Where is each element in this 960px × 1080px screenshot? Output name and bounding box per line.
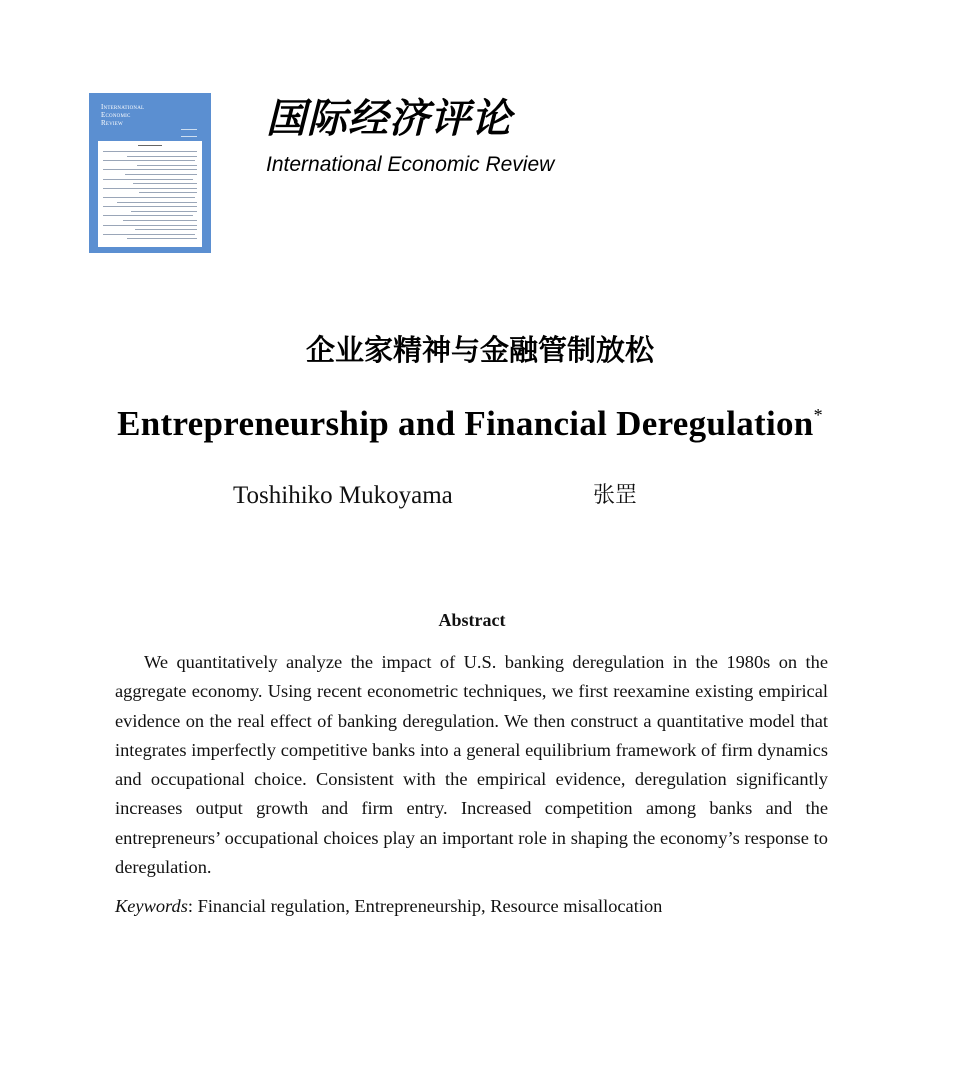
cover-title-line: Economic <box>101 111 131 119</box>
cover-contents-line <box>103 169 197 170</box>
cover-contents-line <box>103 160 195 161</box>
keywords-line <box>115 892 828 920</box>
cover-contents-panel <box>98 141 202 247</box>
cover-contents-heading <box>138 145 162 146</box>
cover-contents-line <box>103 179 193 180</box>
keywords-label: Keywords <box>115 896 188 916</box>
cover-contents-line <box>125 174 197 175</box>
journal-name-en: International Economic Review <box>266 153 555 176</box>
journal-cover-image <box>89 93 211 253</box>
cover-contents-line <box>103 197 195 198</box>
cover-contents-line <box>103 234 195 235</box>
cover-contents-line <box>139 192 197 193</box>
keywords-text: : Financial regulation, Entrepreneurship, Resource misallocation <box>187 896 663 916</box>
title-footnote-mark: * <box>813 405 823 425</box>
cover-contents-line <box>103 215 193 216</box>
paper-title-en-text: Entrepreneurship and Financial Deregulation <box>117 404 814 443</box>
journal-name-cn: 国际经济评论 <box>266 96 512 142</box>
cover-contents-line <box>103 151 197 152</box>
cover-title-line: International <box>101 103 145 111</box>
cover-contents-line <box>103 188 197 189</box>
paper-title-cn: 企业家精神与金融管制放松 <box>305 333 654 367</box>
cover-contents-line <box>127 238 197 239</box>
abstract-body: We quantitatively analyze the impact of U.S. banking deregulation in the 1980s on the aggregate economy. Using recent econometric techniques, we first reexamine existing empirical evidence on the real effect of banking deregulation. We then construct a quantitative model that integrates imperfectly competitive banks into a general equilibrium framework of firm dynamics and occupational choice. Consistent with the empirical evidence, deregulation significantly increases output growth and firm entry. Increased competition among banks and the entrepreneurs’ occupational choices play an important role in shaping the economy’s response to deregulation. <box>115 652 828 878</box>
cover-contents-line <box>133 183 197 184</box>
cover-contents-line <box>117 202 197 203</box>
author-name: Toshihiko Mukoyama <box>233 482 453 509</box>
cover-title <box>101 103 144 127</box>
cover-contents-line <box>131 211 197 212</box>
cover-contents-line <box>123 220 197 221</box>
cover-contents-line <box>103 206 197 207</box>
abstract-heading: Abstract <box>438 610 506 630</box>
cover-title-line: Review <box>101 119 123 127</box>
paper-title-en <box>0 392 940 447</box>
author-name: 张罡 <box>593 483 638 508</box>
cover-contents-line <box>135 229 197 230</box>
cover-contents-line <box>137 165 197 166</box>
cover-issue-mark <box>181 129 197 137</box>
cover-contents-line <box>103 225 197 226</box>
cover-contents-line <box>127 156 197 157</box>
